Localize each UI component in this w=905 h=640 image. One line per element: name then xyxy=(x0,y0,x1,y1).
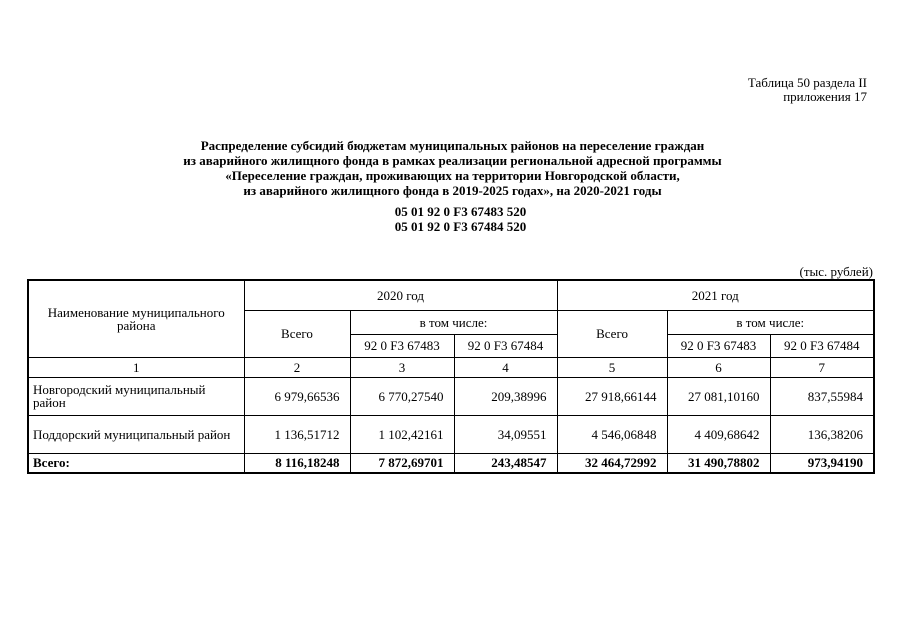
subsidy-table xyxy=(27,279,875,474)
header-year-2021: 2021 год xyxy=(557,280,874,310)
value-cell: 6 979,66536 xyxy=(244,377,350,415)
value-cell: 209,38996 xyxy=(454,377,557,415)
reference-line-1: Таблица 50 раздела II xyxy=(747,75,867,90)
column-number: 6 xyxy=(667,357,770,377)
title-line: из аварийного жилищного фонда в рамках реализации региональной адресной программы xyxy=(183,153,722,168)
value-cell: 6 770,27540 xyxy=(350,377,454,415)
total-value: 243,48547 xyxy=(454,453,557,473)
value-cell: 136,38206 xyxy=(770,415,874,453)
value-cell: 1 102,42161 xyxy=(350,415,454,453)
column-number: 2 xyxy=(244,357,350,377)
title-line: Распределение субсидий бюджетам муниципальных районов на переселение граждан xyxy=(200,138,705,153)
value-cell: 4 409,68642 xyxy=(667,415,770,453)
unit-label: (тыс. рублей) xyxy=(799,264,873,279)
value-cell: 27 918,66144 xyxy=(557,377,667,415)
total-value: 7 872,69701 xyxy=(350,453,454,473)
column-number-row xyxy=(28,357,874,377)
total-value: 32 464,72992 xyxy=(557,453,667,473)
budget-codes xyxy=(0,204,905,234)
header-code-67483-2020: 92 0 F3 67483 xyxy=(350,334,454,357)
title-line: «Переселение граждан, проживающих на территории Новгородской области, xyxy=(225,168,680,183)
table-row xyxy=(28,377,874,415)
total-value: 31 490,78802 xyxy=(667,453,770,473)
column-number: 3 xyxy=(350,357,454,377)
header-code-67484-2021: 92 0 F3 67484 xyxy=(770,334,874,357)
column-number: 4 xyxy=(454,357,557,377)
column-number: 5 xyxy=(557,357,667,377)
header-code-67483-2021: 92 0 F3 67483 xyxy=(667,334,770,357)
value-cell: 837,55984 xyxy=(770,377,874,415)
reference-line-2: приложения 17 xyxy=(783,89,867,104)
header-including-2021: в том числе: xyxy=(667,310,874,334)
table-row xyxy=(28,415,874,453)
budget-code: 05 01 92 0 F3 67484 520 xyxy=(394,219,527,234)
value-cell: 27 081,10160 xyxy=(667,377,770,415)
document-title xyxy=(0,138,905,234)
total-value: 8 116,18248 xyxy=(244,453,350,473)
total-row xyxy=(28,453,874,473)
district-name: Поддорский муниципальный район xyxy=(28,415,244,453)
header-code-67484-2020: 92 0 F3 67484 xyxy=(454,334,557,357)
value-cell: 1 136,51712 xyxy=(244,415,350,453)
column-number: 1 xyxy=(28,357,244,377)
header-year-2020: 2020 год xyxy=(244,280,557,310)
value-cell: 4 546,06848 xyxy=(557,415,667,453)
district-name: Новгородский муниципальный район xyxy=(28,377,244,415)
header-including-2020: в том числе: xyxy=(350,310,557,334)
total-label: Всего: xyxy=(28,453,244,473)
title-line: из аварийного жилищного фонда в 2019-2025 годах», на 2020-2021 годы xyxy=(243,183,662,198)
column-number: 7 xyxy=(770,357,874,377)
table-reference xyxy=(748,76,867,104)
value-cell: 34,09551 xyxy=(454,415,557,453)
header-total-2021: Всего xyxy=(557,310,667,357)
header-district-name: Наименование муниципального района xyxy=(28,280,244,357)
total-value: 973,94190 xyxy=(770,453,874,473)
budget-code: 05 01 92 0 F3 67483 520 xyxy=(394,204,527,219)
header-total-2020: Всего xyxy=(244,310,350,357)
